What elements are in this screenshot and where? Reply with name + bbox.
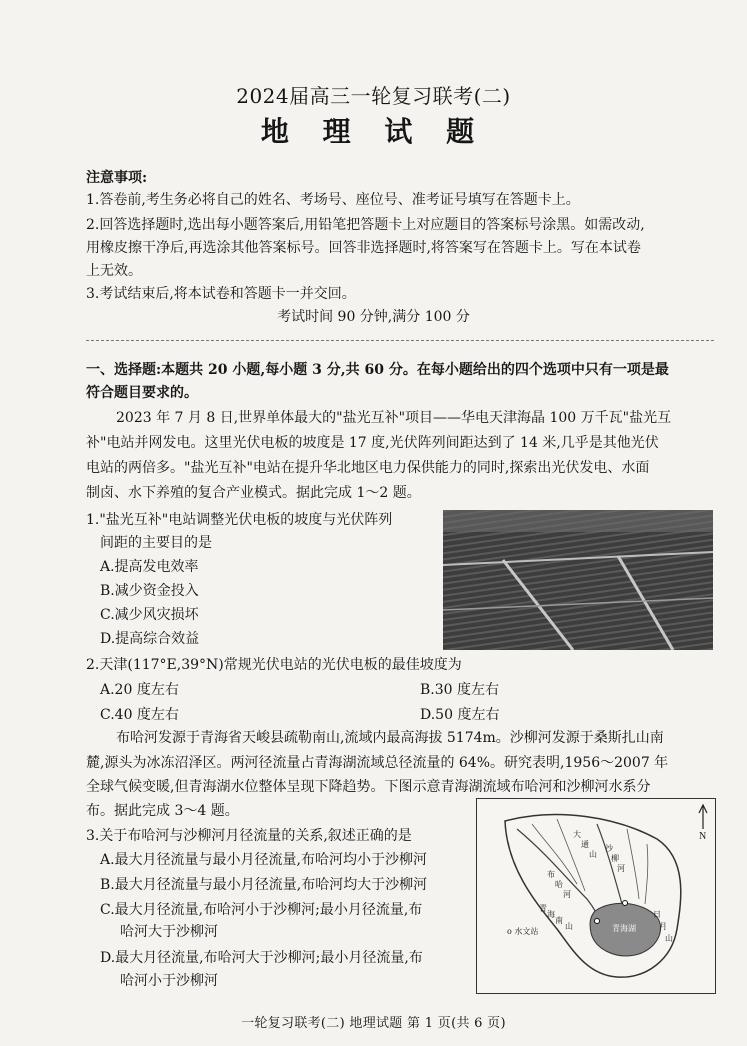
q1-option[interactable]: D.提高综合效益 [100, 631, 200, 647]
notice-line: 3.考试结束后,将本试卷和答题卡一并交回。 [86, 286, 356, 302]
map-place-label: 大 [573, 830, 581, 839]
map-legend: o 水文站 [507, 927, 539, 936]
notice-line: 上无效。 [86, 263, 142, 279]
divider [86, 340, 714, 341]
q3-option[interactable]: A.最大月径流量与最小月径流量,布哈河均小于沙柳河 [100, 852, 428, 868]
q2-stem: 2.天津(117°E,39°N)常规光伏电站的光伏电板的最佳坡度为 [86, 657, 462, 673]
map-place-label: 日 [653, 910, 661, 919]
notice-heading: 注意事项: [86, 170, 148, 186]
map-place-label: 河 [563, 890, 571, 899]
q3-option[interactable]: C.最大月径流量,布哈河小于沙柳河;最小月径流量,布 [100, 902, 423, 918]
q1-stem: 1."盐光互补"电站调整光伏电板的坡度与光伏阵列 [86, 512, 393, 528]
passage-line: 麓,源头为冰冻沼泽区。两河径流量占青海湖流域总径流量的 64%。研究表明,1956～2007 年 [86, 755, 669, 771]
q2-option[interactable]: D.50 度左右 [420, 707, 500, 723]
map-place-label: 青 [539, 904, 547, 913]
q2-option[interactable]: A.20 度左右 [100, 682, 179, 698]
q3-option[interactable]: B.最大月径流量与最小月径流量,布哈河均大于沙柳河 [100, 877, 428, 893]
map-place-label: 布 [547, 870, 555, 879]
buha-river [517, 829, 602, 927]
qinghai-lake-basin-map [476, 798, 716, 994]
north-label: N [699, 831, 707, 842]
map-place-label: 海 [547, 910, 555, 919]
lake-label: 青海湖 [612, 924, 636, 933]
q1-option[interactable]: B.减少资金投入 [100, 583, 199, 599]
map-place-label: 柳 [611, 854, 619, 863]
basin-boundary [505, 815, 681, 978]
notice-line: 2.回答选择题时,选出每小题答案后,用铅笔把答题卡上对应题目的答案标号涂黑。如需改动, [86, 217, 645, 233]
map-place-label: 哈 [555, 880, 563, 889]
map-place-label: 月 [659, 922, 667, 931]
map-place-label: 山 [565, 922, 573, 931]
notice-line: 1.答卷前,考生务必将自己的姓名、考场号、座位号、准考证号填写在答题卡上。 [86, 192, 580, 208]
notice-line: 用橡皮擦干净后,再选涂其他答案标号。回答非选择题时,将答案写在答题卡上。写在本试卷 [86, 240, 641, 256]
subject-title: 地 理 试 题 [260, 115, 487, 148]
map-place-label: 沙 [605, 844, 613, 853]
hydro-station-icon [623, 901, 628, 906]
q1-option[interactable]: C.减少风灾损坏 [100, 607, 199, 623]
q1-option[interactable]: A.提高发电效率 [100, 559, 199, 575]
q2-option[interactable]: B.30 度左右 [420, 682, 500, 698]
map-place-label: 南 [555, 916, 563, 925]
q3-option[interactable]: D.最大月径流量,布哈河大于沙柳河;最小月径流量,布 [100, 950, 423, 966]
exam-time: 考试时间 90 分钟,满分 100 分 [277, 309, 470, 325]
q3-stem: 3.关于布哈河与沙柳河月径流量的关系,叙述正确的是 [86, 828, 412, 844]
page-footer: 一轮复习联考(二) 地理试题 第 1 页(共 6 页) [241, 1016, 506, 1031]
q1-stem: 间距的主要目的是 [100, 535, 212, 551]
passage-line: 补"电站并网发电。这里光伏电板的坡度是 17 度,光伏阵列间距达到了 14 米,几乎是其他光伏 [86, 435, 659, 451]
q2-option[interactable]: C.40 度左右 [100, 707, 179, 723]
passage-line: 全球气候变暖,但青海湖水位整体呈现下降趋势。下图示意青海湖流域布哈河和沙柳河水系分 [86, 779, 651, 795]
exam-title: 2024届高三一轮复习联考(二) [236, 84, 511, 108]
passage-line: 布哈河发源于青海省天峻县疏勒南山,流域内最高海拔 5174m。沙柳河发源于桑斯扎山南 [116, 730, 664, 746]
section-heading: 一、选择题:本题共 20 小题,每小题 3 分,共 60 分。在每小题给出的四个选项中只有一项是最 [86, 362, 669, 378]
passage-line: 2023 年 7 月 8 日,世界单体最大的"盐光互补"项目——华电天津海晶 100 万千瓦"盐光互 [116, 410, 672, 426]
q3-option-cont: 哈河大于沙柳河 [120, 924, 218, 940]
passage-line: 电站的两倍多。"盐光互补"电站在提升华北地区电力保供能力的同时,探索出光伏发电、水面 [86, 460, 650, 476]
map-place-label: 山 [665, 934, 673, 943]
hydro-station-icon [595, 919, 600, 924]
section-heading: 符合题目要求的。 [86, 385, 198, 401]
map-place-label: 通 [581, 840, 589, 849]
solar-farm-photo [443, 510, 713, 650]
passage-line: 制卤、水下养殖的复合产业模式。据此完成 1～2 题。 [86, 485, 421, 501]
river-system-map [477, 799, 715, 993]
map-place-label: 河 [617, 864, 625, 873]
solar-panel-rows [443, 510, 713, 650]
passage-line: 布。据此完成 3～4 题。 [86, 803, 239, 819]
map-place-label: 山 [589, 850, 597, 859]
q3-option-cont: 哈河小于沙柳河 [120, 973, 218, 989]
